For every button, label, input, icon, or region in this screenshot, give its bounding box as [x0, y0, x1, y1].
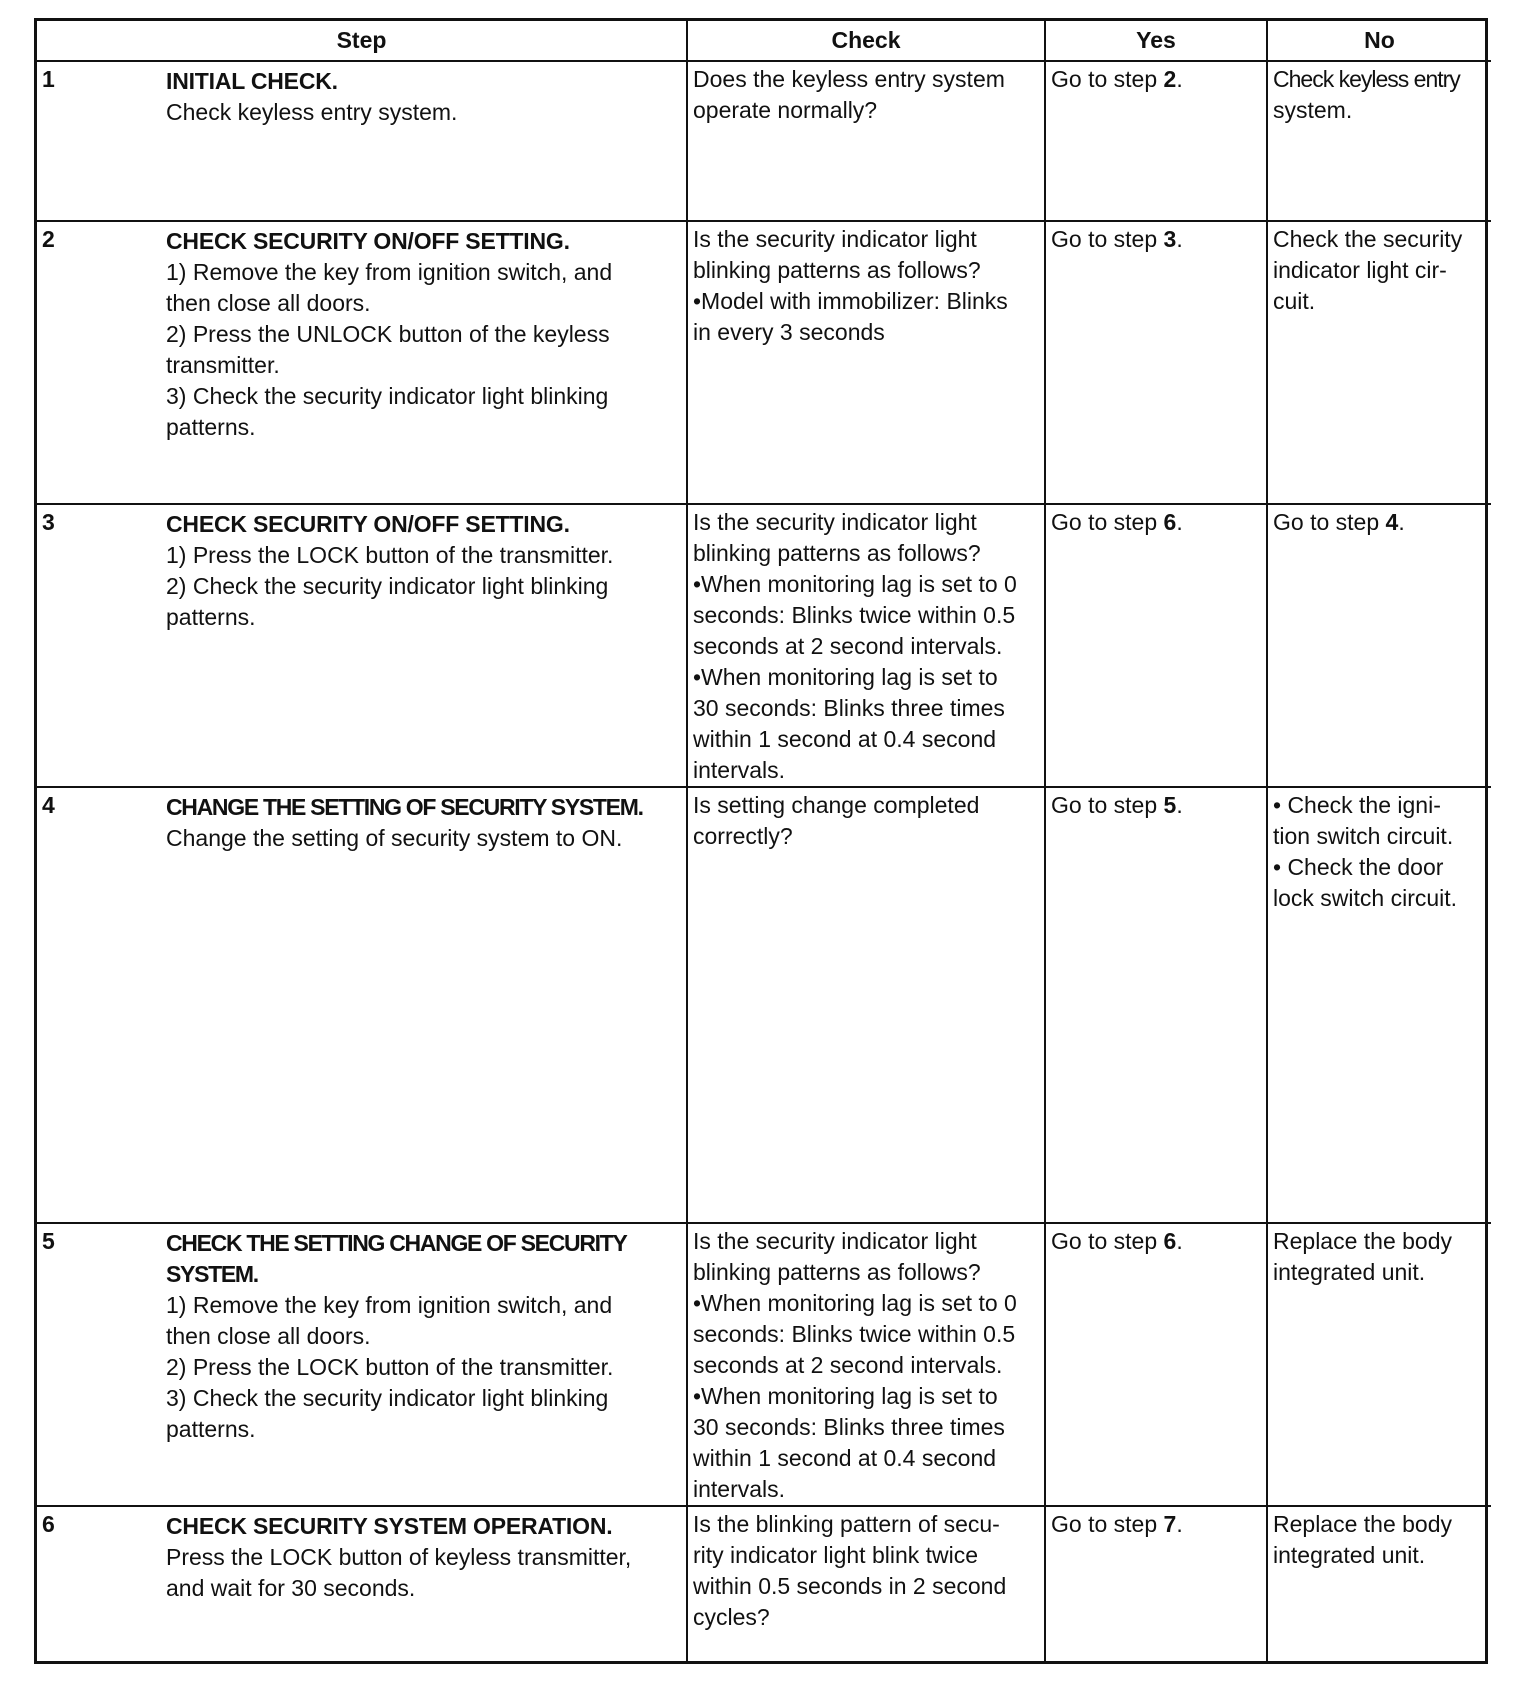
no-cell	[1267, 1223, 1491, 1506]
yes-step-number: 6	[1163, 509, 1177, 535]
check-line: •When monitoring lag is set to 0	[693, 571, 1017, 597]
step-line: then close all doors.	[166, 290, 371, 316]
diagnostic-table-frame	[34, 18, 1488, 1664]
check-line: Is setting change completed	[693, 792, 980, 818]
step-cell	[37, 221, 687, 504]
no-prefix: Go to step	[1273, 509, 1386, 535]
step-cell	[37, 61, 687, 221]
yes-cell	[1045, 787, 1267, 1223]
check-line: within 1 second at 0.4 second	[693, 726, 997, 752]
check-line: intervals.	[693, 1476, 786, 1502]
check-line: seconds: Blinks twice within 0.5	[693, 1321, 1016, 1347]
check-line: blinking patterns as follows?	[693, 257, 981, 283]
check-line: within 1 second at 0.4 second	[693, 1445, 997, 1471]
step-number: 6	[42, 1511, 55, 1537]
step-line: patterns.	[166, 414, 256, 440]
table-row	[37, 1223, 1491, 1506]
step-line: and wait for 30 seconds.	[166, 1575, 416, 1601]
check-line: Is the security indicator light	[693, 509, 977, 535]
step-title: CHECK SECURITY ON/OFF SETTING.	[166, 228, 570, 254]
yes-cell	[1045, 1506, 1267, 1663]
check-line: cycles?	[693, 1604, 770, 1630]
yes-suffix: .	[1176, 1228, 1183, 1254]
step-title: CHANGE THE SETTING OF SECURITY SYSTEM.	[166, 794, 643, 820]
yes-cell	[1045, 504, 1267, 787]
step-line: 2) Check the security indicator light blinking	[166, 573, 609, 599]
header-row	[37, 21, 1491, 61]
check-cell	[687, 1506, 1045, 1663]
step-cell	[37, 1506, 687, 1663]
no-cell	[1267, 221, 1491, 504]
yes-prefix: Go to step	[1051, 226, 1164, 252]
table-row	[37, 61, 1491, 221]
no-cell	[1267, 504, 1491, 787]
yes-step-number: 7	[1163, 1511, 1177, 1537]
check-line: 30 seconds: Blinks three times	[693, 1414, 1005, 1440]
yes-step-number: 6	[1163, 1228, 1177, 1254]
no-line: • Check the door	[1273, 854, 1444, 880]
check-line: blinking patterns as follows?	[693, 1259, 981, 1285]
yes-suffix: .	[1176, 66, 1183, 92]
no-line: tion switch circuit.	[1273, 823, 1454, 849]
check-line: rity indicator light blink twice	[693, 1542, 979, 1568]
header-no: No	[1267, 21, 1491, 61]
no-line: indicator light cir-	[1273, 257, 1447, 283]
check-line: Is the blinking pattern of secu-	[693, 1511, 1000, 1537]
yes-prefix: Go to step	[1051, 66, 1164, 92]
check-line: •When monitoring lag is set to	[693, 1383, 998, 1409]
step-number: 3	[42, 509, 55, 535]
check-line: intervals.	[693, 757, 786, 783]
no-line: • Check the igni-	[1273, 792, 1441, 818]
check-cell	[687, 61, 1045, 221]
step-number: 4	[42, 792, 55, 818]
step-line: transmitter.	[166, 352, 280, 378]
check-cell	[687, 504, 1045, 787]
diagnostic-table	[37, 21, 1491, 1663]
check-cell	[687, 221, 1045, 504]
check-line: 30 seconds: Blinks three times	[693, 695, 1005, 721]
step-title: CHECK SECURITY SYSTEM OPERATION.	[166, 1513, 613, 1539]
check-line: operate normally?	[693, 97, 878, 123]
table-row	[37, 221, 1491, 504]
check-line: in every 3 seconds	[693, 319, 885, 345]
step-title: CHECK SECURITY ON/OFF SETTING.	[166, 511, 570, 537]
no-cell	[1267, 787, 1491, 1223]
step-line: 1) Remove the key from ignition switch, and	[166, 259, 613, 285]
check-line: seconds at 2 second intervals.	[693, 633, 1003, 659]
no-line: Replace the body	[1273, 1511, 1453, 1537]
check-cell	[687, 1223, 1045, 1506]
check-line: blinking patterns as follows?	[693, 540, 981, 566]
check-line: correctly?	[693, 823, 793, 849]
no-cell	[1267, 61, 1491, 221]
yes-cell	[1045, 61, 1267, 221]
yes-cell	[1045, 1223, 1267, 1506]
yes-step-number: 2	[1163, 66, 1177, 92]
step-title-continued: SYSTEM.	[166, 1261, 258, 1287]
step-cell	[37, 787, 687, 1223]
yes-prefix: Go to step	[1051, 1228, 1164, 1254]
yes-suffix: .	[1176, 509, 1183, 535]
yes-cell	[1045, 221, 1267, 504]
yes-suffix: .	[1176, 792, 1183, 818]
step-line: patterns.	[166, 604, 256, 630]
header-yes: Yes	[1045, 21, 1267, 61]
no-line: lock switch circuit.	[1273, 885, 1458, 911]
step-line: Check keyless entry system.	[166, 99, 458, 125]
no-line: integrated unit.	[1273, 1259, 1426, 1285]
check-line: •Model with immobilizer: Blinks	[693, 288, 1008, 314]
step-title: CHECK THE SETTING CHANGE OF SECURITY	[166, 1230, 627, 1256]
yes-step-number: 5	[1163, 792, 1177, 818]
step-number: 1	[42, 66, 55, 92]
no-line: system.	[1273, 97, 1353, 123]
check-cell	[687, 787, 1045, 1223]
step-title: INITIAL CHECK.	[166, 68, 338, 94]
table-row	[37, 787, 1491, 1223]
check-line: •When monitoring lag is set to	[693, 664, 998, 690]
step-line: 1) Remove the key from ignition switch, and	[166, 1292, 613, 1318]
no-line: cuit.	[1273, 288, 1316, 314]
step-line: 1) Press the LOCK button of the transmitter.	[166, 542, 614, 568]
yes-suffix: .	[1176, 226, 1183, 252]
yes-prefix: Go to step	[1051, 792, 1164, 818]
step-cell	[37, 1223, 687, 1506]
table-row	[37, 504, 1491, 787]
step-cell	[37, 504, 687, 787]
no-line: integrated unit.	[1273, 1542, 1426, 1568]
check-line: seconds at 2 second intervals.	[693, 1352, 1003, 1378]
check-line: Does the keyless entry system	[693, 66, 1005, 92]
step-number: 5	[42, 1228, 55, 1254]
yes-prefix: Go to step	[1051, 509, 1164, 535]
step-line: Press the LOCK button of keyless transmitter,	[166, 1544, 632, 1570]
header-check: Check	[687, 21, 1045, 61]
no-line: Check the security	[1273, 226, 1463, 252]
step-line: 2) Press the UNLOCK button of the keyless	[166, 321, 610, 347]
yes-step-number: 3	[1163, 226, 1177, 252]
step-line: 2) Press the LOCK button of the transmitter.	[166, 1354, 614, 1380]
yes-prefix: Go to step	[1051, 1511, 1164, 1537]
check-line: seconds: Blinks twice within 0.5	[693, 602, 1016, 628]
check-line: within 0.5 seconds in 2 second	[693, 1573, 1007, 1599]
yes-suffix: .	[1176, 1511, 1183, 1537]
no-line: Replace the body	[1273, 1228, 1453, 1254]
no-step-number: 4	[1385, 509, 1399, 535]
check-line: •When monitoring lag is set to 0	[693, 1290, 1017, 1316]
step-number: 2	[42, 226, 55, 252]
step-line: 3) Check the security indicator light blinking	[166, 1385, 609, 1411]
step-line: 3) Check the security indicator light blinking	[166, 383, 609, 409]
step-line: then close all doors.	[166, 1323, 371, 1349]
check-line: Is the security indicator light	[693, 226, 977, 252]
check-line: Is the security indicator light	[693, 1228, 977, 1254]
step-line: patterns.	[166, 1416, 256, 1442]
header-step: Step	[37, 21, 687, 61]
no-suffix: .	[1398, 509, 1405, 535]
step-line: Change the setting of security system to ON.	[166, 825, 623, 851]
no-line: Check keyless entry	[1273, 66, 1460, 92]
no-cell	[1267, 1506, 1491, 1663]
table-row	[37, 1506, 1491, 1663]
